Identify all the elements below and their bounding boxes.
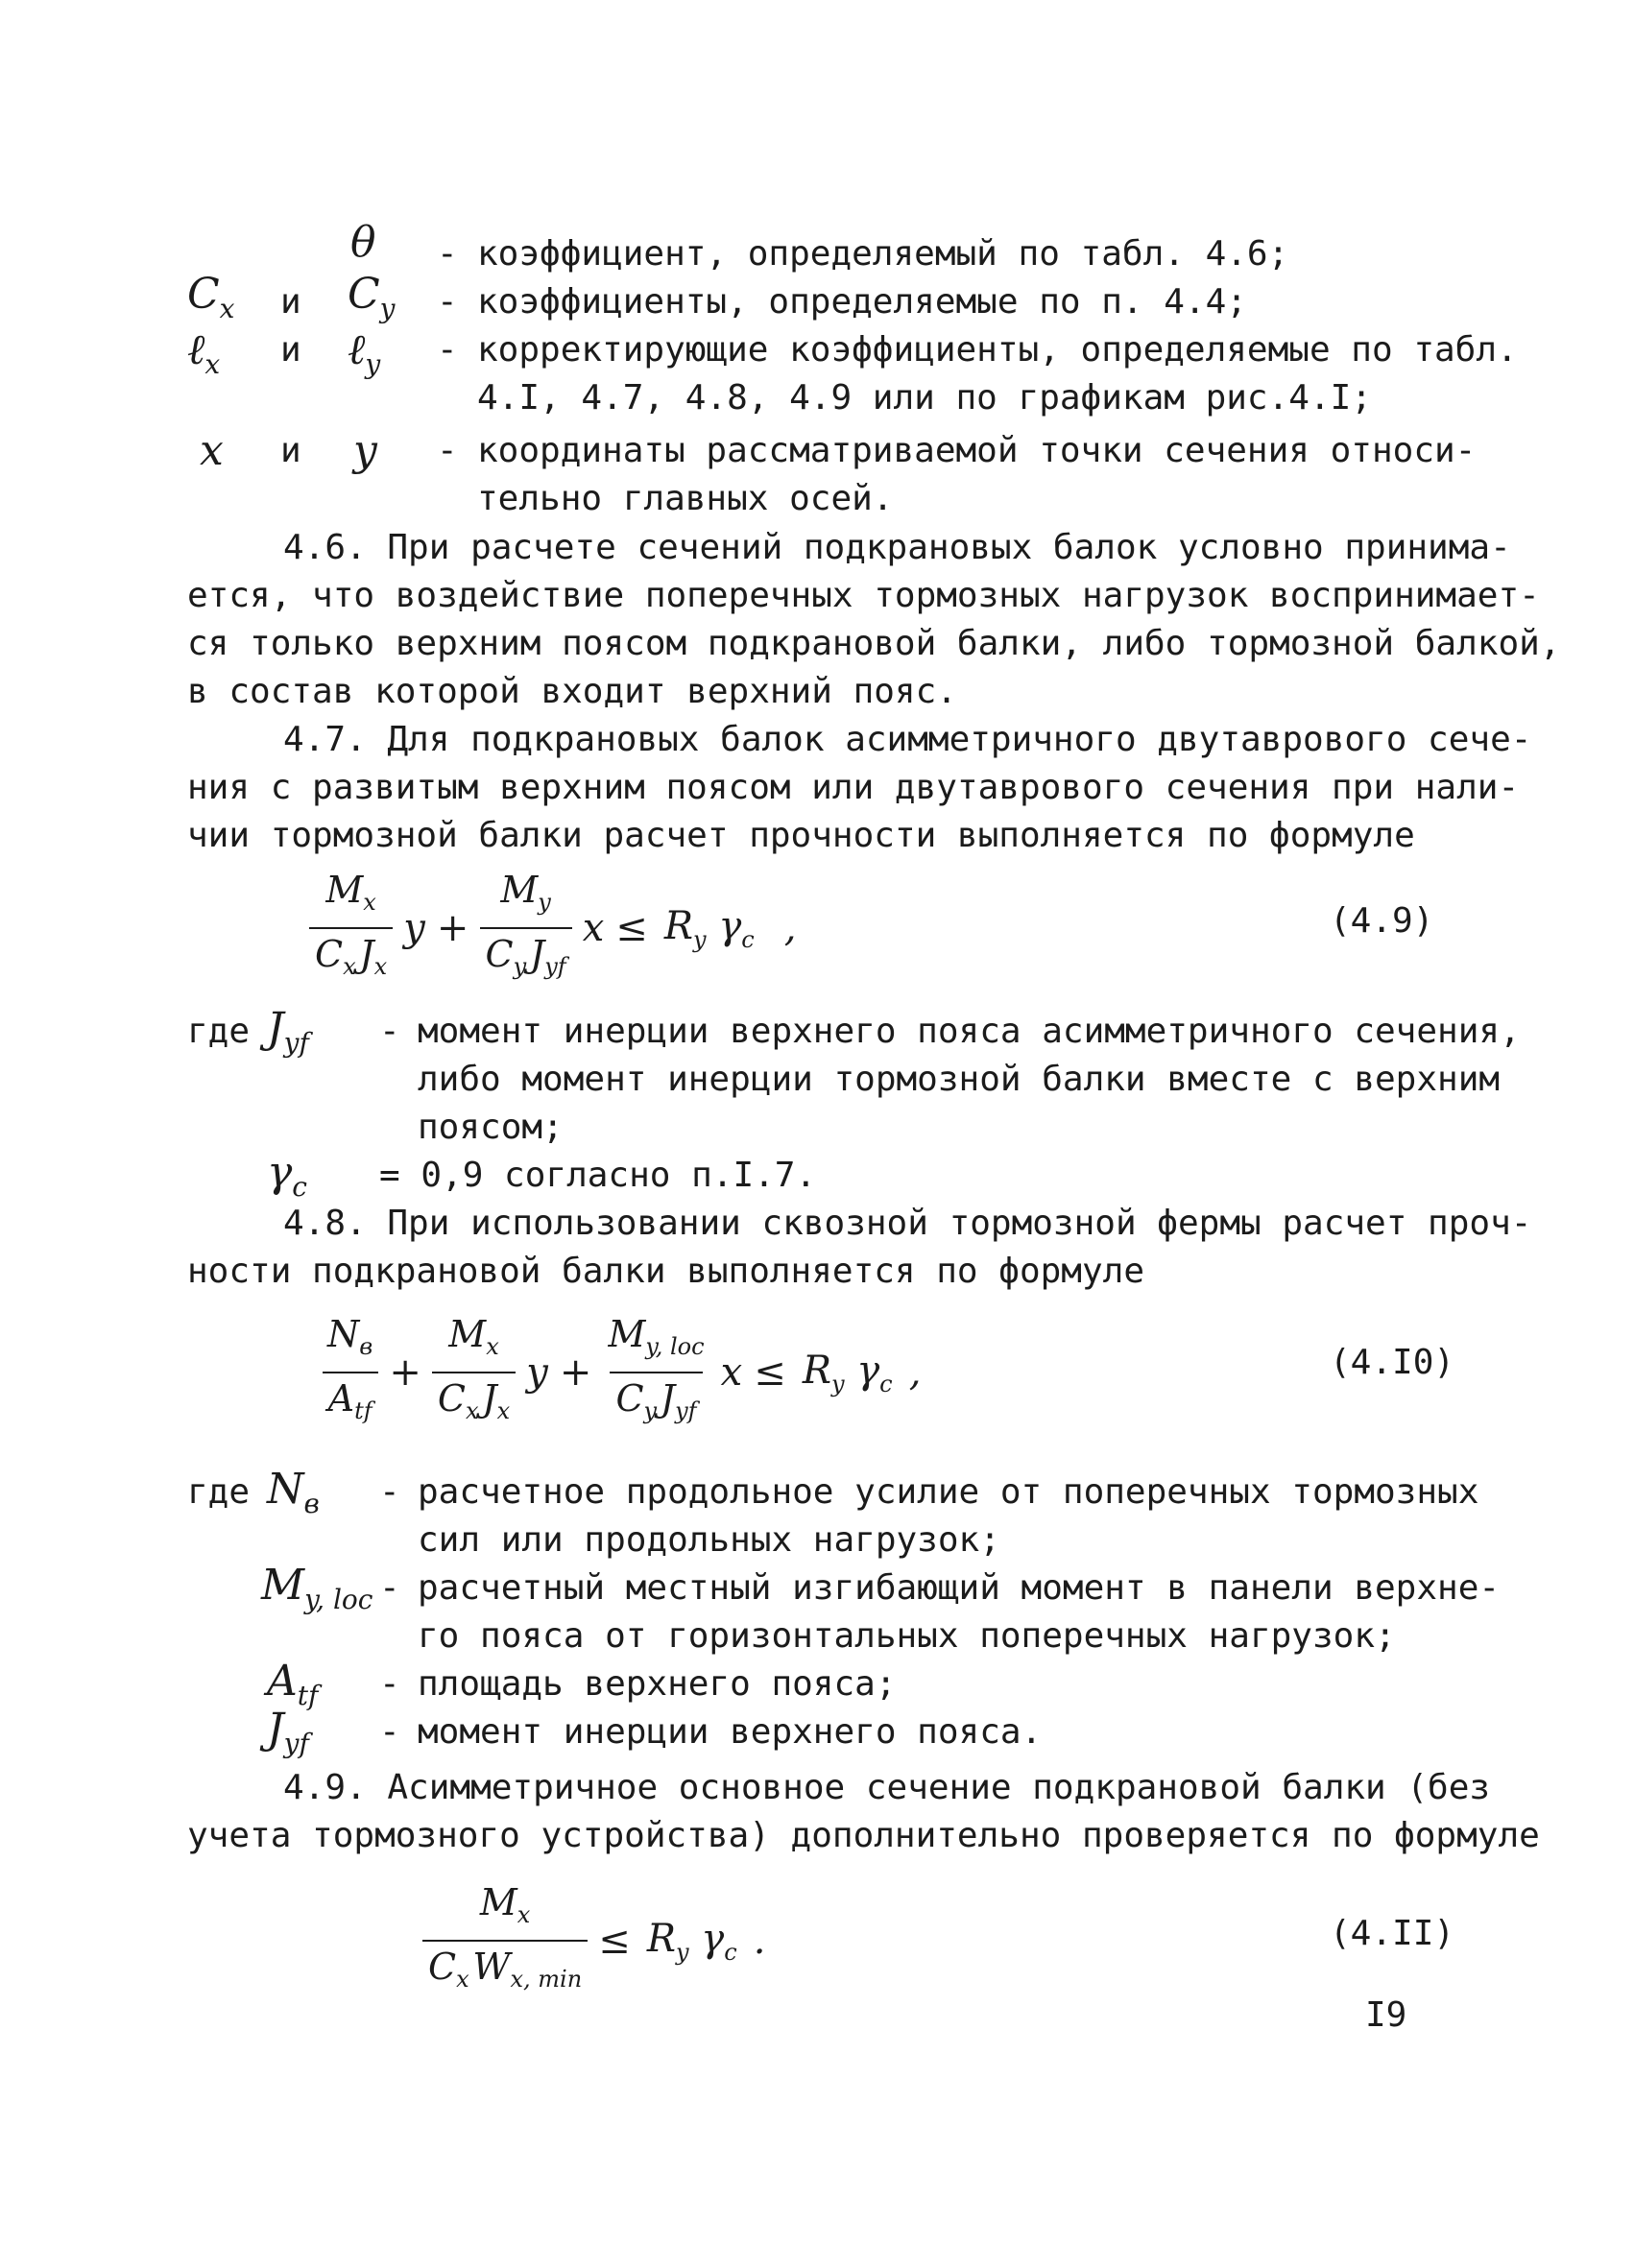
conjunction: и <box>280 330 301 370</box>
symbol-ly: ℓ$_y$ <box>348 325 381 380</box>
definition-theta: коэффициент, определяемый по табл. 4.6; <box>477 234 1289 274</box>
fraction: $\frac{M_x}{C_x W_{x, min}}$ <box>422 1881 588 2000</box>
equation-number: (4.9) <box>1330 901 1434 941</box>
symbol-gamma-c: $\gamma_c$ <box>267 1148 307 1203</box>
formula-4-11: $\frac{M_x}{C_x W_{x, min}}$ ≤ $R_y$ $\gamma_c$ . <box>422 1881 771 2000</box>
conjunction: и <box>280 431 301 470</box>
gamma-value: = 0,9 согласно п.I.7. <box>379 1156 817 1195</box>
equation-number: (4.II) <box>1330 1914 1455 1953</box>
fraction: $\frac{M_x}{C_x J_x}$ <box>432 1313 516 1432</box>
paragraph-4-7: 4.7. Для подкрановых балок асимметричного двутаврового сече- ния с развитым верхним поясом или двутаврового сечения при нали- чии тормозной балки расчет прочности выполняется по формуле <box>187 720 1532 855</box>
symbol-cy: $C_y$ <box>348 270 396 324</box>
definition-cx-cy: коэффициенты, определяемые по п. 4.4; <box>477 282 1247 322</box>
symbol-theta: θ <box>350 218 376 267</box>
definition-l-line1: корректирующие коэффициенты, определяемые по табл. <box>477 330 1518 370</box>
definition-jyf-line1: момент инерции верхнего пояса асимметричного сечения, <box>418 1012 1521 1051</box>
symbol-jyf: $J_{yf}$ <box>267 1004 309 1059</box>
formula-4-10: $\frac{N_в}{A_{tf}}$ + $\frac{M_x}{C_x J_x}$ y + $\frac{M_{y, loc}}{C_y J_{yf}}$ $x \le R_y$ $\gamma_c$ , <box>322 1313 926 1432</box>
dash: - <box>437 282 458 322</box>
page-number: I9 <box>1365 1995 1407 2035</box>
definition-nv-line2: сил или продольных нагрузок; <box>418 1520 1000 1560</box>
definition-my-loc-line1: расчетный местный изгибающий момент в панели верхне- <box>418 1568 1501 1608</box>
conjunction: и <box>280 282 301 322</box>
definition-l-line2: 4.I, 4.7, 4.8, 4.9 или по графикам рис.4.I; <box>477 378 1372 418</box>
fraction: $\frac{N_в}{A_{tf}}$ <box>322 1313 378 1432</box>
symbol-atf: $A_{tf}$ <box>267 1657 319 1711</box>
paragraph-4-6: 4.6. При расчете сечений подкрановых балок условно принима- ется, что воздействие поперечных тормозных нагрузок воспринимает- ся только верхним поясом подкрановой балки, либо тормозной балкой, в состав которой входит верхний пояс. <box>187 528 1561 711</box>
definition-jyf-line3: поясом; <box>418 1108 564 1147</box>
dash: - <box>437 330 458 370</box>
dash: - <box>437 234 458 274</box>
definition-nv-line1: расчетное продольное усилие от поперечных тормозных <box>418 1472 1479 1512</box>
definition-xy-line2: тельно главных осей. <box>477 479 894 518</box>
symbol-my-loc: $M_{y, loc}$ <box>261 1561 373 1615</box>
paragraph-4-9: 4.9. Асимметричное основное сечение подкрановой балки (без учета тормозного устройства) дополнительно проверяется по формуле <box>187 1768 1540 1855</box>
definition-my-loc-line2: го пояса от горизонтальных поперечных нагрузок; <box>418 1616 1396 1656</box>
definition-atf: площадь верхнего пояса; <box>418 1664 897 1704</box>
definition-jyf-2: момент инерции верхнего пояса. <box>418 1712 1043 1752</box>
fraction: $\frac{M_{y, loc}}{C_y J_{yf}}$ <box>602 1313 709 1432</box>
dash: - <box>379 1012 400 1051</box>
definition-jyf-line2: либо момент инерции тормозной балки вместе с верхним <box>418 1060 1501 1099</box>
fraction: $\frac{M_y}{C_y J_{yf}}$ <box>480 869 572 988</box>
definition-xy-line1: координаты рассматриваемой точки сечения относи- <box>477 431 1477 470</box>
dash: - <box>379 1664 400 1704</box>
where-label: где <box>187 1472 251 1512</box>
dash: - <box>379 1712 400 1752</box>
dash: - <box>379 1472 400 1512</box>
paragraph-4-8: 4.8. При использовании сквозной тормозной фермы расчет проч- ности подкрановой балки выполняется по формуле <box>187 1204 1532 1291</box>
fraction: $\frac{M_x}{C_x J_x}$ <box>309 869 393 988</box>
symbol-cx: $C_x$ <box>187 270 235 324</box>
symbol-y: y <box>353 426 377 475</box>
formula-4-9: $\frac{M_x}{C_x J_x}$ y + $\frac{M_y}{C_y J_{yf}}$ $x \le R_y$ $\gamma_c$ , <box>309 869 802 988</box>
symbol-jyf: $J_{yf}$ <box>267 1705 309 1759</box>
equation-number: (4.I0) <box>1330 1343 1455 1382</box>
dash: - <box>379 1568 400 1608</box>
symbol-lx: ℓ$_x$ <box>187 325 221 380</box>
dash: - <box>437 431 458 470</box>
where-label: где <box>187 1012 251 1051</box>
symbol-nv: $N_в$ <box>267 1465 320 1519</box>
symbol-x: x <box>200 426 224 475</box>
